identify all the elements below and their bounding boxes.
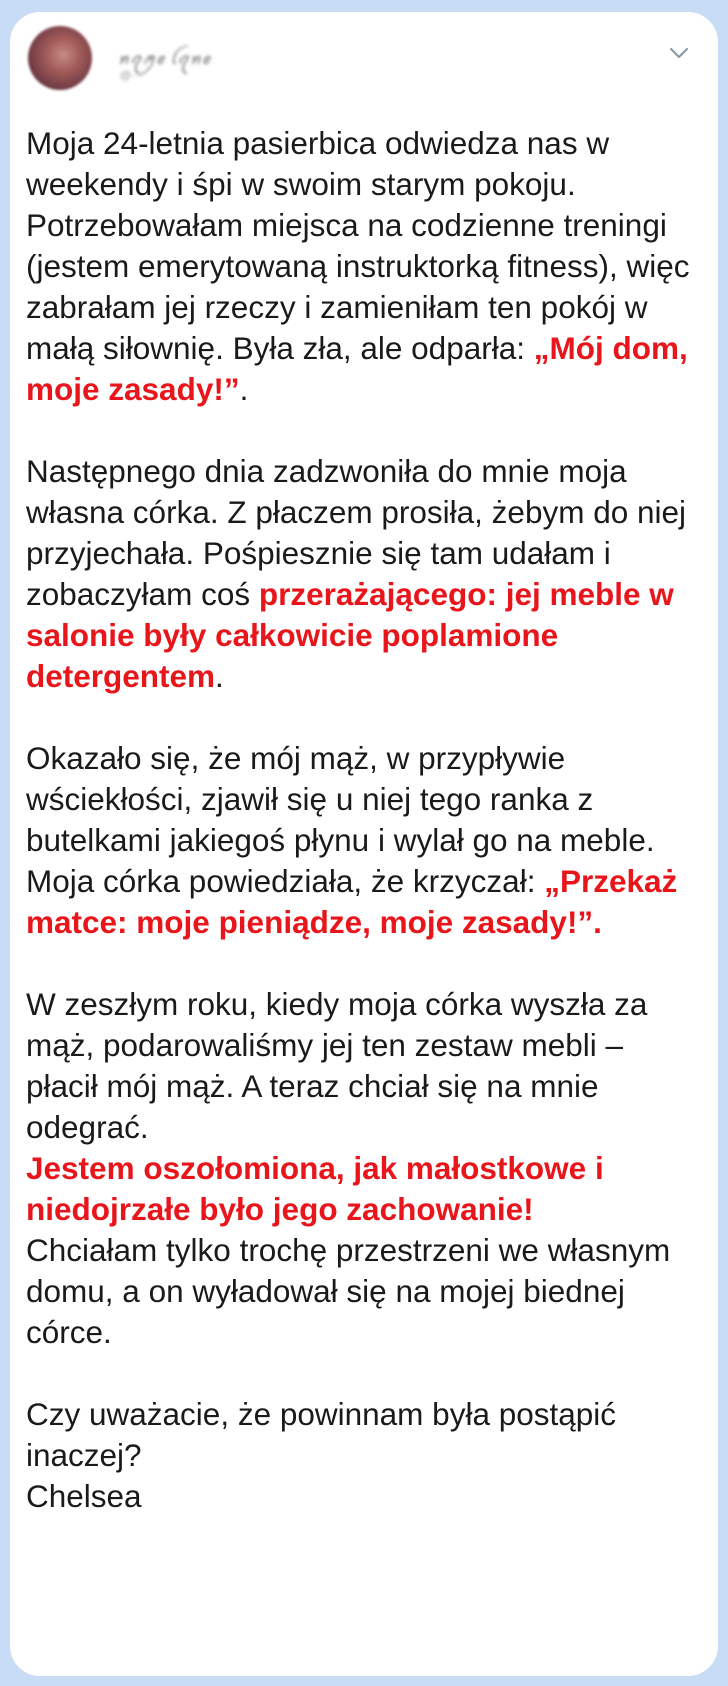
paragraph-2 bbox=[26, 451, 696, 697]
paragraph-4 bbox=[26, 984, 696, 1353]
closing-question: Czy uważacie, że powinnam była postąpić inaczej? bbox=[26, 1396, 617, 1473]
paragraph-4-end: Chciałam tylko trochę przestrzeni we własnym domu, a on wyładował się na mojej biednej córce. bbox=[26, 1232, 671, 1350]
chevron-down-icon[interactable] bbox=[668, 42, 690, 64]
paragraph-2-highlight: przerażającego: jej meble w salonie były całkowicie poplamione detergentem bbox=[26, 576, 674, 694]
paragraph-4-highlight: Jestem oszołomiona, jak małostkowe i niedojrzałe było jego zachowanie! bbox=[26, 1150, 604, 1227]
tweet-header bbox=[28, 24, 698, 92]
tweet-card bbox=[10, 12, 718, 1676]
paragraph-1-end: . bbox=[239, 371, 249, 407]
paragraph-1-text: Moja 24-letnia pasierbica odwiedza nas w weekendy i śpi w swoim starym pokoju. Potrzebowałam miejsca na codzienne treningi (jestem emerytowaną instruktorką fitness), więc zabrałam jej rzeczy i zamieniłam ten pokój w małą siłownię. Była zła, ale odparła: bbox=[26, 125, 690, 366]
paragraph-2-end: . bbox=[215, 658, 224, 694]
paragraph-3-text: Okazało się, że mój mąż, w przypływie wściekłości, zjawił się u niej tego ranka z butelkami jakiegoś płynu i wylał go na meble. Moja córka powiedziała, że krzyczał: bbox=[26, 740, 655, 899]
signature: Chelsea bbox=[26, 1478, 142, 1514]
paragraph-4-text: W zeszłym roku, kiedy moja córka wyszła za mąż, podarowaliśmy jej ten zestaw mebli – płacił mój mąż. A teraz chciał się na mnie odegrać. bbox=[26, 986, 648, 1145]
user-handle[interactable]: @··· bbox=[120, 70, 143, 82]
paragraph-3-highlight: „Przekaż matce: moje pieniądze, moje zasady!”. bbox=[26, 863, 678, 940]
user-name[interactable]: ꪀꪖꪑꫀ ꪶꪖꪀꫀ bbox=[118, 51, 211, 68]
avatar[interactable] bbox=[28, 26, 92, 90]
paragraph-1 bbox=[26, 123, 696, 410]
paragraph-3 bbox=[26, 738, 696, 943]
paragraph-2-text: Następnego dnia zadzwoniła do mnie moja własna córka. Z płaczem prosiła, żebym do niej przyjechała. Pośpiesznie się tam udałam i zobaczyłam coś bbox=[26, 453, 687, 612]
paragraph-1-highlight: „Mój dom, moje zasady!” bbox=[26, 330, 688, 407]
tweet-body bbox=[26, 123, 696, 1517]
paragraph-5 bbox=[26, 1394, 696, 1517]
